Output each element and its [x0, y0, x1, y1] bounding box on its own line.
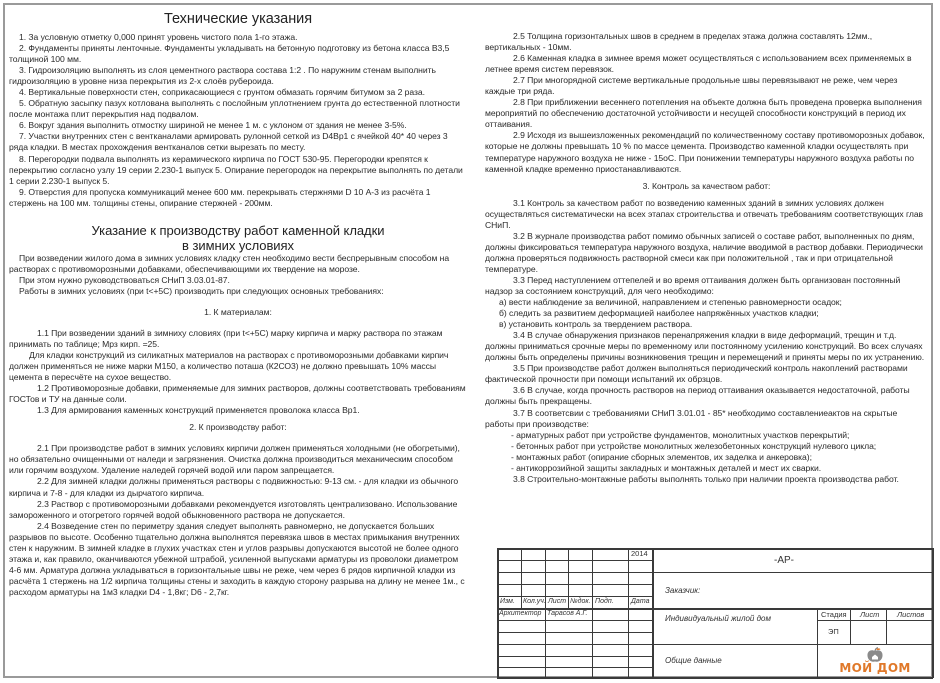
section1-item: 1.1 При возведении зданий в зимниху словиях (при t<+5С) марку кирпича и марку раствора по этажам принимать по таблице; Мрз кирп. =25. — [9, 327, 443, 349]
header-data: Дата — [631, 598, 650, 605]
sheets-label: Листов — [897, 610, 925, 619]
section1-title: 1. К материалам: — [204, 306, 272, 317]
header-ndok: №док. — [570, 598, 591, 605]
header-list: Лист — [548, 598, 567, 605]
author-name: Тарасов А.Г. — [547, 610, 588, 617]
tech-item: 4. Вертикальные поверхности стен, соприкасающиеся с грунтом обмазать горячим битумом за 2 раза. — [19, 87, 425, 98]
hidden-works-item: - арматурных работ при устройстве фундаментов, монолитных участков перекрытий; — [511, 429, 850, 440]
section3-title: 3. Контроль за качеством работ: — [642, 180, 771, 191]
section1-item: 1.2 Противоморозные добавки, применяемые для зимних растворов, должны соответствовать требованиям ГОСТов и ТУ на данные соли. — [9, 383, 466, 405]
stage-label: Стадия — [821, 610, 847, 619]
section3-item: 3.2 В журнале производства работ помимо обычных записей о составе работ, выполненных по дням, должны фиксироваться температура наружного воздуха, наличие вводимой в раствор добавки. Периодически должна проверяться подвижность растворной смеси как при положительной , так и при отрицательной температуре. — [485, 230, 923, 274]
section3-subitem: б) следить за развитием деформацией наиболее напряжённых участков кладки; — [499, 308, 819, 319]
section3-item: 3.7 В соответсвии с требованиями СНиП 3.01.01 - 85* необходимо составлениеактов на скрытые работы при производстве: — [485, 407, 898, 429]
sheet-label: Лист — [860, 610, 880, 619]
tech-item: 3. Гидроизоляцию выполнять из слоя цементного раствора состава 1:2 . По наружним стенам выполнить гидроизоляцию в уровне низа перекрытия из 2-х слоёв рубероида. — [9, 65, 436, 87]
winter-intro: При этом нужно руководствоваться СНиП 3.03.01-87. — [19, 274, 230, 285]
year-cell: 2014 — [631, 549, 648, 558]
section3-item: 3.1 Контроль за качеством работ по возведению каменных зданий в зимних условиях должен осуществляться систематически на всех этапах строительства и отвечать требованиям соответствующих глав СНиП. — [485, 197, 924, 230]
left-column — [9, 10, 467, 598]
right-column — [485, 31, 928, 485]
winter-intro: Работы в зимних условиях (при t<+5С) производить при следующих основных требованиях: — [19, 285, 384, 296]
hidden-works-item: - бетонных работ при устройстве монолитных железобетонных конструкций нулевого цикла; — [511, 440, 877, 451]
section2-title: 2. К производству работ: — [189, 422, 287, 433]
object-name: Индивидуальный жилой дом — [665, 614, 771, 623]
section2-item: 2.7 При многорядной системе вертикальные продольные швы перевязывают не реже, чем через каждые три ряда. — [485, 75, 898, 97]
section3-item: 3.6 В случае, когда прочность растворов на период оттаивания оказывается недостаточной, работы должны быть прекращены. — [485, 385, 910, 407]
section2-item: 2.5 Толщина горизонтальных швов в среднем в пределах этажа должна составлять 12мм., вертикальных - 10мм. — [485, 31, 873, 53]
tech-item: 7. Участки внутренних стен с вентканалами армировать рулонной сеткой из D4Вр1 с ячейкой 40* 40 через 3 ряда кладки. В местах прохождения вентканалов сетки вырезать по месту. — [9, 131, 448, 153]
winter-intro: При возведении жилого дома в зимних условиях кладку стен необходимо вести беспрерывным способом на растворах с противоморозными добавками, обеспечивающими их твердение на морозе. — [9, 252, 450, 274]
winter-title-line2: в зимних условиях — [182, 237, 294, 253]
tech-item: 9. Отверстия для пропуска коммуникаций менее 600 мм. перекрывать стержнями D 10 А-3 из расчёта 1 стержень на 100 мм. толщины стены, опирание стержней - 200мм. — [9, 186, 431, 208]
section2-item: 2.3 Раствор с противоморозными добавками рекомендуется изготовлять централизовано. Использование замороженного и отогретого горячей водой обыкновенного раствора не допускается. — [9, 498, 458, 520]
section2-item: 2.1 При производстве работ в зимних условиях кирпичи должен применяться холодными (не обогретыми), но обязательно очищенными от наледи и загрязнения. Очистка должна производиться механическим способом или горячим воздухом. Удаление наледей горячей водой или паром запрещается. — [9, 443, 460, 476]
stage-value: ЭП — [828, 627, 839, 636]
tech-items-list — [9, 32, 467, 209]
page-title: Технические указания — [163, 11, 313, 27]
section3-subitem: а) вести наблюдение за величиной, направлением и степенью равномерности осадок; — [499, 297, 842, 308]
tech-item: 8. Перегородки подвала выполнять из керамического кирпича по ГОСТ 530-95. Перегородки крепятся к перекрытию согласно узлу 19 серии 2.230-1 выпуск 5. Опирание перегородок на перекрытие выполнять по детали 1 серии 2.230-1 выпуск 5. — [9, 153, 463, 186]
customer-label: Заказчик: — [665, 586, 701, 595]
drawing-code: -АР- — [774, 555, 794, 566]
tech-item: 5. Обратную засыпку пазух котлована выполнять с послойным уплотнением грунта до естественной плотности после монтажа плит перекрытия над подвалом. — [9, 98, 460, 120]
title-block — [497, 548, 933, 678]
section3-subitem: в) установить контроль за твердением раствора. — [499, 319, 693, 330]
header-izm: Изм. — [500, 598, 515, 605]
tech-item: 6. Вокруг здания выполнить отмостку шириной не менее 1 м. с уклоном от здания не менее 3-5%. — [19, 120, 407, 131]
section3-item: 3.8 Строительно-монтажные работы выполнять только при наличии проекта производства работ. — [513, 473, 899, 484]
hidden-works-item: - антикоррозийной защиты закладных и монтажных деталей и мест их сварки. — [511, 462, 822, 473]
hidden-works-item: - монтажных работ (опирание сборных элементов, их заделка и анкеровка); — [511, 451, 812, 462]
section1-item: Для кладки конструкций из силикатных материалов на растворах с противоморозными добавками кирпич должен применяться не ниже марки М150, а количество поташа (К2СО3) не должно превышать 10% массы цемента в пересчёте на сухое вещество. — [9, 350, 449, 383]
tech-item: 2. Фундаменты приняты ленточные. Фундаменты укладывать на бетонную подготовку из бетона класса В3,5 толщиной 100 мм. — [9, 43, 450, 65]
section3-item: 3.5 При производстве работ должен выполняться периодический контроль накоплений растворами фактической прочности при помощи испытаний их обрзцов. — [485, 363, 908, 385]
winter-title-line1: Указание к производству работ каменной кладки — [91, 222, 385, 238]
logo-text: МОЙ ДОМ — [839, 661, 911, 675]
header-podp: Подп. — [595, 598, 614, 605]
company-logo — [818, 645, 932, 675]
section2-item: 2.2 Для зимней кладки должны применяться растворы с подвижностью: 9-13 см. - для кладки из обычного кирпича и 7-8 - для кладки из дырчатого кирпича. — [9, 476, 459, 498]
section2-item: 2.4 Возведение стен по периметру здания следует выполнять равномерно, не допускается больших разрывов по высоте. Особенно тщательно должна выполнятся перевязка швов в местах примыкания внутренних стен к наружним. В зимней кладке в глухих участках стен и углов разрывы допускаются высотой не более одного этажа и, как правило, оканчиваются убежной штрабой, усиленной выпусками арматуры из проволоки диаметром 4-6 мм. Арматура должна укладываться в горизонтальные швы не реже, чем через 6 рядов кирпичной кладки из расчёта 1 стержень на 1/2 кирпича толщины стены и заходить в каждую сторону разрыва на длину не менее 1м., с расходом арматуры на 1м3 кладки D4 - 1,8кг; D6 - 2,7кг. — [9, 520, 465, 597]
section2-item: 2.9 Исходя из вышеизложенных рекомендаций по количественному составу противоморозных добавок, которые не должны превышать 10 % по массе цемента. Производство каменной кладки осуществлять при температуре наружного воздуха не ниже - 15оС. При понижении температуры наружного воздуха работы по каменной кладке временно приостанавливаются. — [485, 130, 925, 174]
header-kol-uch: Кол.уч. — [523, 598, 546, 605]
section2-item: 2.8 При приближении весеннего потепления на объекте должна быть проведена проверка выполнения мероприятий по обеспечению достаточной устойчивости и несущей способности конструкций в период их оттаивания. — [485, 97, 922, 130]
tech-item: 1. За условную отметку 0,000 принят уровень чистого пола 1-го этажа. — [19, 32, 298, 42]
section3-item: 3.3 Перед наступлением оттепелей и во время оттаивания должен быть организован постоянный надзор за состоянием конструкций, для чего необходимо: — [485, 274, 901, 296]
section2-item: 2.6 Каменная кладка в зимнее время может осуществляться с использованием всех применяемых в летнее время систем перевязок. — [485, 53, 912, 75]
role-label: Архитектор — [499, 610, 542, 617]
section3-item: 3.4 В случае обнаружения признаков перенапряжения кладки в виде деформаций, трещин и т.д. должны приниматься срочные меры по временному или постоянному усилению конструкций. Во всех случаях должны быть определены причины возникновения трещин и перемещений и приняты меры по их устранению. — [485, 330, 925, 363]
sheet-name: Общие данные — [665, 656, 722, 665]
section1-item: 1.3 Для армирования каменных конструкций применяется проволока класса Вр1. — [37, 405, 360, 416]
